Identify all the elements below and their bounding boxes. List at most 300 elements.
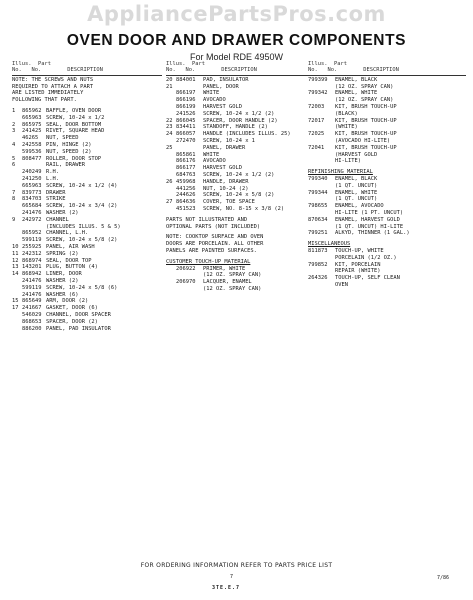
parts-column-2 xyxy=(166,61,308,293)
part-description: PORCELAIN (1/2 OZ.) xyxy=(335,254,397,261)
illus-number xyxy=(166,266,176,273)
illus-number xyxy=(12,149,22,156)
part-number: 665684 xyxy=(22,203,42,210)
part-description: LINER, DOOR xyxy=(46,271,82,278)
part-number xyxy=(308,210,335,217)
part-description: KIT, BRUSH TOUCH-UP xyxy=(335,117,397,124)
part-number xyxy=(308,111,335,118)
part-description: RIVET, SQUARE HEAD xyxy=(46,128,105,135)
part-row xyxy=(12,176,162,183)
illus-number xyxy=(12,203,22,210)
part-row xyxy=(308,111,466,118)
part-row xyxy=(12,258,162,265)
illus-number xyxy=(12,183,22,190)
part-row xyxy=(308,262,466,269)
part-description: WHITE xyxy=(203,151,220,158)
part-number: 866057 xyxy=(176,131,196,138)
part-row xyxy=(308,124,466,131)
illus-number: 27 xyxy=(166,199,173,206)
part-description: PANEL, PAD INSULATOR xyxy=(46,325,111,332)
illus-number xyxy=(166,158,176,165)
illus-number xyxy=(166,90,176,97)
part-number: 834703 xyxy=(22,196,42,203)
column-header: Illus. Part No. No. DESCRIPTION xyxy=(12,61,103,74)
part-number: 799852 xyxy=(308,261,328,268)
part-description: ENAMEL, WHITE xyxy=(335,189,378,196)
part-number xyxy=(308,138,335,145)
illus-number: 4 xyxy=(12,141,16,148)
part-number: 799342 xyxy=(308,90,328,97)
part-number: 264326 xyxy=(308,275,328,282)
part-description: SCREW, 10-24 x 1/2 (4) xyxy=(46,182,118,189)
part-row xyxy=(12,196,162,203)
illus-number: 7 xyxy=(12,189,16,196)
part-row xyxy=(166,179,308,186)
part-number: 241250 xyxy=(22,175,42,182)
illus-number: 6 xyxy=(12,162,16,169)
part-number: 839773 xyxy=(22,189,42,196)
divider xyxy=(12,75,162,76)
part-number: 665963 xyxy=(22,114,42,121)
part-number: 599119 xyxy=(22,284,42,291)
part-row xyxy=(308,183,466,190)
part-number: 451523 xyxy=(176,205,196,212)
part-description: ALKYD, THINNER (1 GAL.) xyxy=(335,230,410,237)
part-number: 272470 xyxy=(176,137,196,144)
part-number xyxy=(176,84,203,91)
part-description: HARVEST GOLD xyxy=(203,104,242,110)
part-number: 241667 xyxy=(22,305,42,312)
part-row xyxy=(308,97,466,104)
illus-number: 15 xyxy=(12,298,19,305)
column-header: Illus. Part No. No. DESCRIPTION xyxy=(308,61,399,74)
part-row xyxy=(308,84,466,91)
part-row xyxy=(166,206,308,213)
part-row xyxy=(12,278,162,285)
part-number: 241526 xyxy=(176,110,196,117)
illus-number: 2 xyxy=(12,121,16,128)
part-description: (1 QT. UNCUT) HI-LITE xyxy=(335,223,404,230)
part-description: PRIMER, WHITE xyxy=(203,265,246,272)
part-description: WASHER (6) xyxy=(46,291,79,298)
part-row xyxy=(166,165,308,172)
illus-number xyxy=(12,292,22,299)
part-number: 72041 xyxy=(308,144,325,151)
illus-number: 22 xyxy=(166,117,173,124)
part-description: (12 OZ. SPRAY CAN) xyxy=(203,285,262,292)
part-description: (INCLUDES ILLUS. 5 & 5) xyxy=(46,223,121,230)
part-description: SCREW, 10-24 x 1/2 (2) xyxy=(203,110,275,117)
part-row xyxy=(12,285,162,292)
part-description: NUT, SPEED (2) xyxy=(46,148,92,155)
parts-list xyxy=(12,108,162,332)
part-row xyxy=(12,169,162,176)
part-number: 865861 xyxy=(176,151,196,158)
part-number xyxy=(308,196,335,203)
part-number: 255925 xyxy=(22,243,42,250)
part-description: SCREW, 10-24 x 1/2 (2) xyxy=(203,171,275,178)
part-number: 72003 xyxy=(308,104,325,110)
part-row xyxy=(166,145,308,152)
part-number: 242558 xyxy=(22,141,42,148)
assembly-note xyxy=(12,77,162,104)
part-number: 241476 xyxy=(22,291,42,298)
illus-number xyxy=(12,285,22,292)
part-description: WASHER (2) xyxy=(46,209,79,216)
illus-number: 10 xyxy=(12,243,19,250)
part-row xyxy=(308,118,466,125)
part-number xyxy=(176,145,203,152)
part-description: SCREW, 10-24 x 1/2 xyxy=(46,114,105,121)
part-description: SPRING (2) xyxy=(46,250,79,257)
part-description: ENAMEL, AVOCADO xyxy=(335,203,384,210)
ordering-footer: FOR ORDERING INFORMATION REFER TO PARTS PRICE LIST xyxy=(140,562,333,569)
part-row xyxy=(166,118,308,125)
note-line: NOTE: COOKTOP SURFACE AND OVEN xyxy=(166,234,264,241)
part-number: 799251 xyxy=(308,230,328,237)
part-row xyxy=(166,111,308,118)
note-line: FOLLOWING THAT PART. xyxy=(12,97,77,104)
part-row xyxy=(12,108,162,115)
part-row xyxy=(12,244,162,251)
part-description: TOUCH-UP, WHITE xyxy=(335,247,384,254)
part-row xyxy=(12,122,162,129)
part-row xyxy=(12,217,162,224)
part-number: 143201 xyxy=(22,264,42,271)
part-number xyxy=(176,272,203,279)
illus-number xyxy=(166,111,176,118)
illus-number: 17 xyxy=(12,305,19,312)
part-row xyxy=(12,210,162,217)
illus-number xyxy=(12,135,22,142)
part-number: 241425 xyxy=(22,128,42,135)
page-subtitle: For Model RDE 4950W xyxy=(189,52,284,62)
part-row xyxy=(166,104,308,111)
section-heading: MISCELLANEOUS xyxy=(308,241,351,248)
part-description: AVOCADO xyxy=(203,97,226,104)
part-row xyxy=(166,279,308,286)
part-number xyxy=(308,224,335,231)
part-row xyxy=(12,326,162,333)
part-description: PANEL, DOOR xyxy=(203,83,239,90)
part-number: 206922 xyxy=(176,265,196,272)
page-number: 7 xyxy=(230,574,234,580)
parts-column-3 xyxy=(308,61,466,289)
part-description: SCREW, 10-24 x 3/4 (2) xyxy=(46,203,118,210)
part-row xyxy=(166,97,308,104)
part-number xyxy=(308,158,335,165)
part-description: (1 QT. UNCUT) xyxy=(335,196,378,203)
part-description: ARM, DOOR (2) xyxy=(46,298,89,305)
part-description: (12 OZ. SPRAY CAN) xyxy=(335,97,394,104)
part-number: 865649 xyxy=(22,298,42,305)
part-description: CHANNEL xyxy=(46,216,69,223)
part-number: 441256 xyxy=(176,185,196,192)
part-row xyxy=(308,77,466,84)
part-description: HI-LITE (1 PT. UNCUT) xyxy=(335,209,404,216)
illus-number xyxy=(12,312,22,319)
divider xyxy=(308,75,466,76)
part-row xyxy=(12,128,162,135)
illus-number xyxy=(166,104,176,111)
illus-number: 26 xyxy=(166,178,173,185)
part-number: 866045 xyxy=(176,117,196,124)
illus-number xyxy=(166,272,176,279)
part-row xyxy=(12,319,162,326)
part-description: PLUG, BUTTON (4) xyxy=(46,264,98,271)
part-row xyxy=(166,84,308,91)
page-title: OVEN DOOR AND DRAWER COMPONENTS xyxy=(66,32,407,49)
part-row xyxy=(308,190,466,197)
part-description: PANEL, DRAWER xyxy=(203,144,246,151)
part-number: 864636 xyxy=(176,199,196,206)
illus-number xyxy=(166,138,176,145)
illus-number xyxy=(166,279,176,286)
part-description: (BLACK) xyxy=(335,110,358,117)
part-number: 868974 xyxy=(22,257,42,264)
illus-number xyxy=(166,186,176,193)
parts-list xyxy=(308,248,466,289)
part-description: BAFFLE, OVEN DOOR xyxy=(46,108,102,114)
part-number: 865952 xyxy=(22,230,42,237)
note-line: OPTIONAL PARTS (NOT INCLUDED) xyxy=(166,223,261,230)
part-number: 884001 xyxy=(176,76,196,83)
part-row xyxy=(308,230,466,237)
part-description: PIN, HINGE (2) xyxy=(46,141,92,148)
part-number: 811873 xyxy=(308,247,328,254)
part-description: REPAIR (WHITE) xyxy=(335,268,381,275)
illus-number: 21 xyxy=(166,83,173,90)
illus-number xyxy=(12,319,22,326)
part-number: 834411 xyxy=(176,124,196,131)
part-row xyxy=(166,124,308,131)
part-number: 599536 xyxy=(22,148,42,155)
part-row xyxy=(308,131,466,138)
part-row xyxy=(12,149,162,156)
part-row xyxy=(308,138,466,145)
part-description: SEAL, DOOR BOTTOM xyxy=(46,121,102,128)
part-description: RAIL, DRAWER xyxy=(46,162,85,169)
part-row xyxy=(308,275,466,282)
illus-number xyxy=(166,165,176,172)
part-description: ENAMEL, BLACK xyxy=(335,76,378,83)
part-row xyxy=(308,210,466,217)
part-number: 242312 xyxy=(22,250,42,257)
illus-number: 12 xyxy=(12,257,19,264)
illus-number xyxy=(12,176,22,183)
part-row xyxy=(308,90,466,97)
part-number: 459968 xyxy=(176,178,196,185)
illus-number: 23 xyxy=(166,124,173,131)
illus-number: 9 xyxy=(12,216,16,223)
part-description: AVOCADO xyxy=(203,158,226,165)
part-number xyxy=(308,84,335,91)
part-number: 799344 xyxy=(308,189,328,196)
part-description: SEAL, DOOR TOP xyxy=(46,257,92,264)
part-description: GASKET, DOOR (6) xyxy=(46,305,98,312)
part-number xyxy=(308,282,335,289)
illus-number xyxy=(12,224,22,231)
part-description: DRAWER xyxy=(46,189,66,196)
parts-list xyxy=(166,266,308,293)
part-description: R.H. xyxy=(46,169,59,176)
illus-number xyxy=(12,210,22,217)
part-row xyxy=(12,162,162,169)
part-number xyxy=(308,183,335,190)
illus-number xyxy=(166,172,176,179)
page-code: 3TE.E.7 xyxy=(212,585,241,591)
part-number: 865975 xyxy=(22,121,42,128)
part-number: 865962 xyxy=(22,108,42,114)
part-number: 72017 xyxy=(308,117,325,124)
part-row xyxy=(166,192,308,199)
part-number: 242972 xyxy=(22,216,42,223)
part-row xyxy=(308,255,466,262)
part-description: OVEN xyxy=(335,281,348,288)
part-number: 886200 xyxy=(22,325,42,332)
part-row xyxy=(12,298,162,305)
part-row xyxy=(308,152,466,159)
part-description: HARVEST GOLD xyxy=(203,165,242,172)
part-number: 866196 xyxy=(176,97,196,104)
part-number: 866177 xyxy=(176,165,196,172)
illus-number: 8 xyxy=(12,196,16,203)
part-row xyxy=(12,292,162,299)
illus-number xyxy=(12,230,22,237)
illus-number: 11 xyxy=(12,250,19,257)
part-row xyxy=(308,248,466,255)
part-row xyxy=(166,266,308,273)
part-description: KIT, BRUSH TOUCH-UP xyxy=(335,131,397,138)
part-description: KIT, BRUSH TOUCH-UP xyxy=(335,144,397,151)
section-heading: CUSTOMER TOUCH-UP MATERIAL xyxy=(166,258,251,265)
part-row xyxy=(12,135,162,142)
part-number: 240249 xyxy=(22,169,42,176)
section-heading: REFINISHING MATERIAL xyxy=(308,169,373,176)
illus-number xyxy=(12,237,22,244)
part-row xyxy=(12,237,162,244)
part-row xyxy=(308,224,466,231)
part-description: WASHER (2) xyxy=(46,277,79,284)
part-description: (12 OZ. SPRAY CAN) xyxy=(203,272,262,279)
note-line: PARTS NOT ILLUSTRATED AND xyxy=(166,216,248,223)
part-number: 684763 xyxy=(176,171,196,178)
part-description: PANEL, AIR WASH xyxy=(46,243,95,250)
part-row xyxy=(166,172,308,179)
parts-list xyxy=(308,77,466,165)
part-description: (AVOCADO HI-LITE) xyxy=(335,137,391,144)
part-row xyxy=(166,152,308,159)
part-number: 46265 xyxy=(22,135,39,142)
part-description: KIT, PORCELAIN xyxy=(335,261,381,268)
part-description: L.H. xyxy=(46,175,59,182)
note-line: ARE LISTED IMMEDIATELY xyxy=(12,90,84,97)
divider xyxy=(166,75,308,76)
parts-list xyxy=(166,77,308,213)
part-number: 868942 xyxy=(22,271,42,278)
part-description: HANDLE, DRAWER xyxy=(203,178,249,185)
part-number: 798655 xyxy=(308,203,328,210)
note-line: DOORS ARE PORCELAIN. ALL OTHER xyxy=(166,241,264,248)
part-description: (WHITE) xyxy=(335,124,358,131)
part-description: WHITE xyxy=(203,90,220,97)
part-row xyxy=(166,158,308,165)
illus-number xyxy=(166,286,176,293)
part-description: ENAMEL, HARVEST GOLD xyxy=(335,216,400,223)
part-row xyxy=(308,203,466,210)
part-description: TOUCH-UP, SELF CLEAN xyxy=(335,275,400,282)
part-row xyxy=(12,142,162,149)
part-description: KIT, BRUSH TOUCH-UP xyxy=(335,104,397,110)
parts-column-1 xyxy=(12,61,162,332)
part-number: 808477 xyxy=(22,155,42,162)
part-row xyxy=(166,186,308,193)
part-row xyxy=(166,138,308,145)
part-number: 206970 xyxy=(176,279,196,286)
part-row xyxy=(166,90,308,97)
part-number: 870634 xyxy=(308,216,328,223)
illus-number: 13 xyxy=(12,264,19,271)
part-number: 72025 xyxy=(308,131,325,138)
part-description: HANDLE (INCLUDES ILLUS. 25) xyxy=(203,131,291,138)
illus-number: 25 xyxy=(166,144,173,151)
part-description: ENAMEL, WHITE xyxy=(335,90,378,97)
illus-number: 24 xyxy=(166,131,173,138)
illus-number xyxy=(166,97,176,104)
part-number xyxy=(308,124,335,131)
part-description: ENAMEL, BLACK xyxy=(335,175,378,182)
part-row xyxy=(12,190,162,197)
part-row xyxy=(308,104,466,111)
part-description: SPACER, DOOR HANDLE (2) xyxy=(203,117,278,124)
watermark: AppliancePartsPros.com xyxy=(87,2,386,26)
illus-number xyxy=(12,326,22,333)
part-description: (1 QT. UNCUT) xyxy=(335,182,378,189)
part-description: NUT, SPEED xyxy=(46,135,79,142)
part-number: 866199 xyxy=(176,104,196,110)
part-row xyxy=(12,251,162,258)
note-line: REQUIRED TO ATTACH A PART xyxy=(12,83,94,90)
part-description: HI-LITE) xyxy=(335,158,361,165)
part-row xyxy=(166,286,308,293)
part-number xyxy=(308,268,335,275)
part-number: 244626 xyxy=(176,192,196,199)
part-description: STRIKE xyxy=(46,196,66,203)
illus-number: 14 xyxy=(12,271,19,278)
note-line: PANELS ARE PAINTED SURFACES. xyxy=(166,247,257,254)
part-row xyxy=(12,203,162,210)
part-row xyxy=(12,271,162,278)
date-code: 7/86 xyxy=(437,575,450,581)
illus-number: 5 xyxy=(12,155,16,162)
part-row xyxy=(12,115,162,122)
part-description: SCREW, 10-24 x 5/8 (2) xyxy=(46,237,118,244)
part-number: 599119 xyxy=(22,237,42,244)
part-row xyxy=(166,131,308,138)
part-row xyxy=(308,268,466,275)
part-description: PAD, INSULATOR xyxy=(203,76,249,83)
column-header: Illus. Part No. No. DESCRIPTION xyxy=(166,61,257,74)
part-row xyxy=(308,282,466,289)
part-description: STANDOFF, HANDLE (2) xyxy=(203,124,268,131)
part-number xyxy=(22,162,46,169)
part-description: CHANNEL, L.H. xyxy=(46,230,89,237)
illus-number xyxy=(166,152,176,159)
part-number xyxy=(22,224,46,231)
illus-number xyxy=(166,192,176,199)
part-description: SCREW, 10-24 x 1 xyxy=(203,137,255,144)
part-number: 241476 xyxy=(22,209,42,216)
